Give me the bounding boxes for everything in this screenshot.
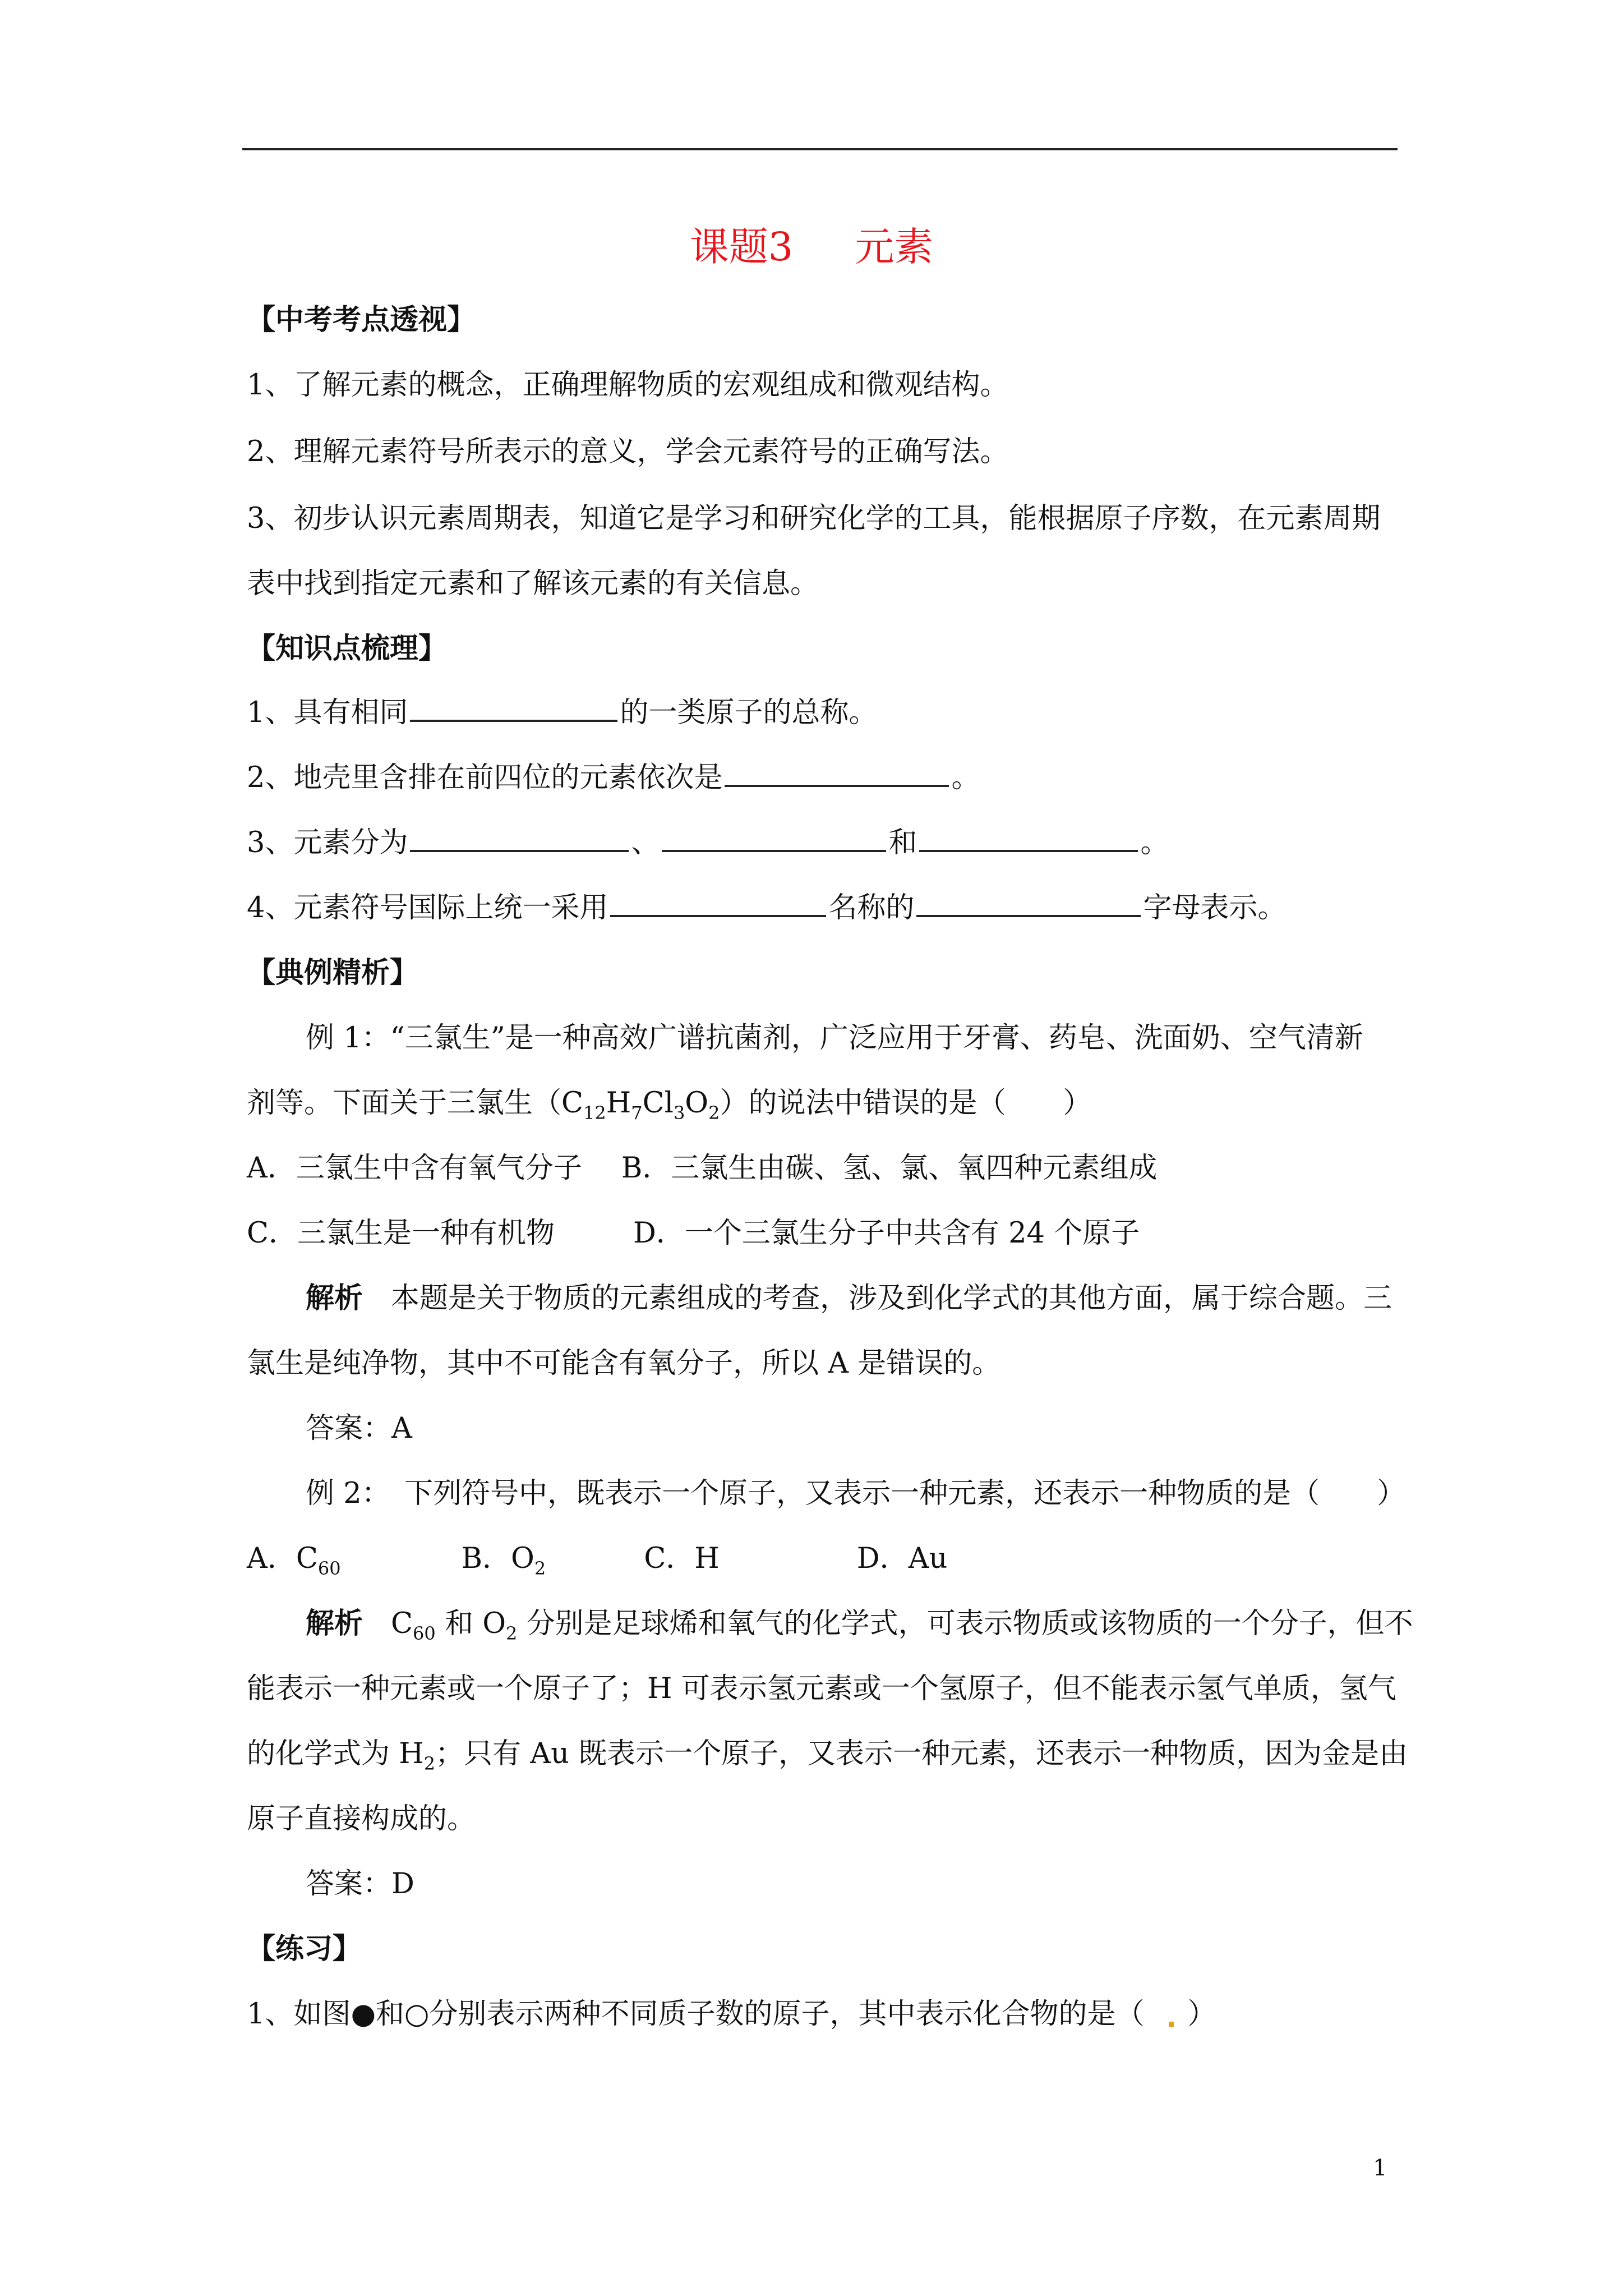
section-knowledge: 【知识点梳理】 bbox=[247, 632, 448, 665]
example2-answer: 答案：D bbox=[306, 1867, 414, 1901]
header-rule bbox=[242, 148, 1398, 150]
page-number: 1 bbox=[1373, 2155, 1387, 2181]
section-examples: 【典例精析】 bbox=[247, 956, 419, 990]
fill-blank[interactable] bbox=[916, 892, 1141, 917]
example1-analysis: 解析 本题是关于物质的元素组成的考查，涉及到化学式的其他方面，属于综合题。三 bbox=[306, 1281, 1393, 1315]
point-2: 2、理解元素符号所表示的意义，学会元素符号的正确写法。 bbox=[247, 435, 1009, 468]
option-d: D．Au bbox=[856, 1542, 948, 1575]
option-b: B．$O_2$ bbox=[461, 1542, 546, 1579]
fill-blank[interactable] bbox=[410, 697, 617, 722]
knowledge-4: 4、元素符号国际上统一采用 名称的 字母表示。 bbox=[247, 891, 1287, 924]
example2-options bbox=[247, 1535, 948, 1579]
example1-answer: 答案：A bbox=[306, 1412, 412, 1445]
option-c: C．H bbox=[644, 1542, 720, 1575]
example1-options-ab bbox=[247, 1144, 1157, 1186]
example2-analysis-2: 能表示一种元素或一个原子了；H 可表示氢元素或一个氢原子，但不能表示氢气单质，氢气 bbox=[247, 1672, 1396, 1705]
option-a: A．三氯生中含有氧气分子 bbox=[247, 1152, 582, 1185]
fill-blank[interactable] bbox=[410, 827, 629, 852]
title-lesson: 课题3 bbox=[689, 224, 794, 270]
knowledge-1: 1、具有相同 的一类原子的总称。 bbox=[247, 696, 878, 729]
example2-analysis: 解析 $C_{60}$ 和 $O_2$ 分别是足球烯和氧气的化学式，可表示物质或该物质的一个分子，但不 bbox=[306, 1607, 1413, 1644]
title-topic: 元素 bbox=[855, 224, 934, 270]
example2-analysis-3: 的化学式为 $H_2$；只有 Au 既表示一个原子，又表示一种元素，还表示一种物质，因为金是由 bbox=[247, 1737, 1408, 1774]
marker-dot-icon bbox=[1169, 2022, 1174, 2027]
example2-analysis-4: 原子直接构成的。 bbox=[247, 1802, 476, 1835]
option-a: A．$C_{60}$ bbox=[247, 1542, 341, 1579]
section-practice: 【练习】 bbox=[247, 1932, 362, 1966]
page-title bbox=[0, 215, 1623, 272]
option-b: B．三氯生由碳、氢、氯、氧四种元素组成 bbox=[621, 1152, 1158, 1185]
example1-question: 例 1：“三氯生”是一种高效广谱抗菌剂，广泛应用于牙膏、药皂、洗面奶、空气清新 bbox=[306, 1022, 1363, 1055]
fill-blank[interactable] bbox=[919, 827, 1138, 852]
example1-options-cd bbox=[247, 1209, 1140, 1251]
option-c: C．三氯生是一种有机物 bbox=[247, 1217, 555, 1250]
section-exam-points: 【中考考点透视】 bbox=[247, 303, 476, 337]
fill-blank[interactable] bbox=[610, 892, 826, 917]
fill-blank[interactable] bbox=[662, 827, 886, 852]
fill-blank[interactable] bbox=[725, 762, 949, 787]
point-3: 3、初步认识元素周期表，知道它是学习和研究化学的工具，能根据原子序数，在元素周期 bbox=[247, 502, 1381, 535]
knowledge-2: 2、地壳里含排在前四位的元素依次是 。 bbox=[247, 761, 980, 794]
example2-question: 例 2： 下列符号中，既表示一个原子，又表示一种元素，还表示一种物质的是（ ） bbox=[306, 1477, 1406, 1510]
knowledge-3: 3、元素分为 、 和 。 bbox=[247, 826, 1169, 859]
option-d: D．一个三氯生分子中共含有 24 个原子 bbox=[633, 1217, 1140, 1250]
practice-1: 1、如图●和○分别表示两种不同质子数的原子，其中表示化合物的是（ ） bbox=[247, 1998, 1216, 2031]
point-1: 1、了解元素的概念，正确理解物质的宏观组成和微观结构。 bbox=[247, 369, 1009, 402]
example1-analysis-cont: 氯生是纯净物，其中不可能含有氧分子，所以 A 是错误的。 bbox=[247, 1347, 1001, 1380]
point-3-cont: 表中找到指定元素和了解该元素的有关信息。 bbox=[247, 567, 819, 600]
example1-question-cont: 剂等。下面关于三氯生$(C_{12}H_7Cl_3O_2)$的说法中错误的是（ ） bbox=[247, 1087, 1092, 1124]
